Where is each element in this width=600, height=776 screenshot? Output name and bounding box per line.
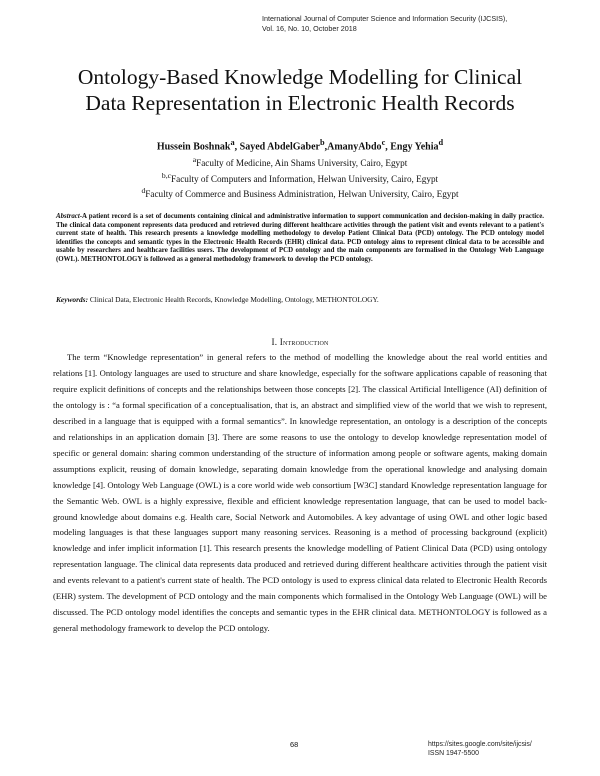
body-paragraph: The term “Knowledge representation” in general refers to the method of modelling the knowledge about the real world entities and relations [1]. Ontology languages are used to structure and share knowledge, especially for the software applications capable of reasoning that require explicit definitions of concepts and the relationships between those concepts [2]. The classical Artificial Intelligence (AI) definition of the ontology is : “a formal specification of a conceptualisation, that is, an abstract and simplified view of the world that we wish to represent, described in a language that is equipped with a formal semantics”. In knowledge representation, an ontology is a description of the concepts and relationships in an application domain [3]. There are some reasons to use the ontology to develop knowledge representation model of specific or general domain: sharing common understanding of the structure of information among people or software agents, making domain assumptions explicit, reusing of domain knowledge, separating domain knowledge from the operational knowledge and analysing domain knowledge [4]. Ontology Web Language (OWL) is a core world wide web consortium [W3C] standard Knowledge representation language for the Semantic Web. OWL is a highly expressive, flexible and efficient knowledge representation language, that can be used to model back-ground knowledge about domains e.g. Health care, Social Network and Automobiles. A key advantage of using OWL and other logic based modeling languages is that these languages support many reasoning services. Reasoning is a method of processing background (explicit) knowledge and infer implicit information [1]. This research presents the knowledge modelling of Patient Clinical Data (PCD) using ontology representation language. The clinical data represents data produced and retrieved during different healthcare activities through the patient visit and events relevant to a patient's current state of health. The PCD ontology is used to express clinical data related to Electronic Health Records (EHR) system. The development of PCD ontology and the main components which formalised in the Ontology Web Language (OWL) will be discussed. The PCD ontology model identifies the concepts and semantic types in the EHR clinical data. METHONTOLOGY is followed as a general methodology framework to develop the PCD ontology. bbox=[53, 352, 547, 634]
section-heading bbox=[40, 337, 560, 347]
page-number: 68 bbox=[290, 740, 299, 749]
paper-title bbox=[40, 64, 560, 116]
title-line-1: Ontology-Based Knowledge Modelling for Clinical bbox=[77, 65, 523, 89]
author-sup: d bbox=[438, 138, 444, 147]
keywords bbox=[56, 295, 544, 304]
author-list: Hussein Boshnak$^a$, Sayed AbdelGaber$^b$,AmanyAbdo$^c$, Engy Yehia$^d$ bbox=[156, 138, 444, 153]
section-title: Introduction bbox=[279, 337, 329, 347]
journal-name: International Journal of Computer Science and Information Security (IJCSIS), bbox=[262, 14, 508, 23]
keywords-label: Keywords: bbox=[56, 295, 89, 304]
author-sup: b bbox=[319, 138, 325, 147]
author-name: Hussein Boshnak bbox=[156, 141, 231, 153]
abstract bbox=[56, 213, 544, 265]
journal-volume: Vol. 16, No. 10, October 2018 bbox=[262, 23, 357, 33]
footer-info bbox=[428, 741, 578, 758]
author-sup: a bbox=[230, 138, 235, 147]
affiliation-a: $^a$Faculty of Medicine, Ain Shams University, Cairo, Egypt bbox=[192, 155, 408, 169]
footer-issn: ISSN 1947-5500 bbox=[428, 749, 479, 757]
author-name: Engy Yehia bbox=[390, 141, 439, 153]
section-number: I. bbox=[271, 337, 278, 347]
author-name: Sayed AbdelGaber bbox=[239, 141, 320, 153]
abstract-text: -A patient record is a set of documents containing clinical and administrative information to support communication and decision-making in daily practice. The clinical data component represents data produced and retrieved during different healthcare activities through the patient visit and events relevant to a patient's current state of health. This research presents a knowledge modelling methodology to develop Patient Clinical Data (PCD) ontology. The PCD ontology model identifies the concepts and semantic types in the Electronic Health Records (EHR) clinical data. PCD ontology aims to represent clinical data to be accessible and usable by researchers and healthcare facilities users. The development of PCD ontology and the main components are formalised in the Ontology Web Language (OWL). METHONTOLOGY is followed as a general methodology framework to develop the PCD ontology. bbox=[56, 213, 544, 263]
keywords-text: Clinical Data, Electronic Health Records, Knowledge Modelling, Ontology, METHONTOLOGY. bbox=[88, 295, 379, 304]
author-sup: c bbox=[381, 138, 386, 147]
title-line-2: Data Representation in Electronic Health Records bbox=[85, 91, 515, 115]
journal-header bbox=[262, 14, 582, 33]
affiliation-d: $^d$Faculty of Commerce and Business Administration, Helwan University, Cairo, Egypt bbox=[141, 186, 459, 200]
footer-url[interactable]: https://sites.google.com/site/ijcsis/ bbox=[428, 741, 532, 748]
affiliation-bc: $^{b,c}$Faculty of Computers and Information, Helwan University, Cairo, Egypt bbox=[161, 170, 439, 184]
affiliations bbox=[40, 154, 560, 201]
author-name: AmanyAbdo bbox=[327, 141, 382, 153]
abstract-label: Abstract bbox=[56, 213, 80, 220]
